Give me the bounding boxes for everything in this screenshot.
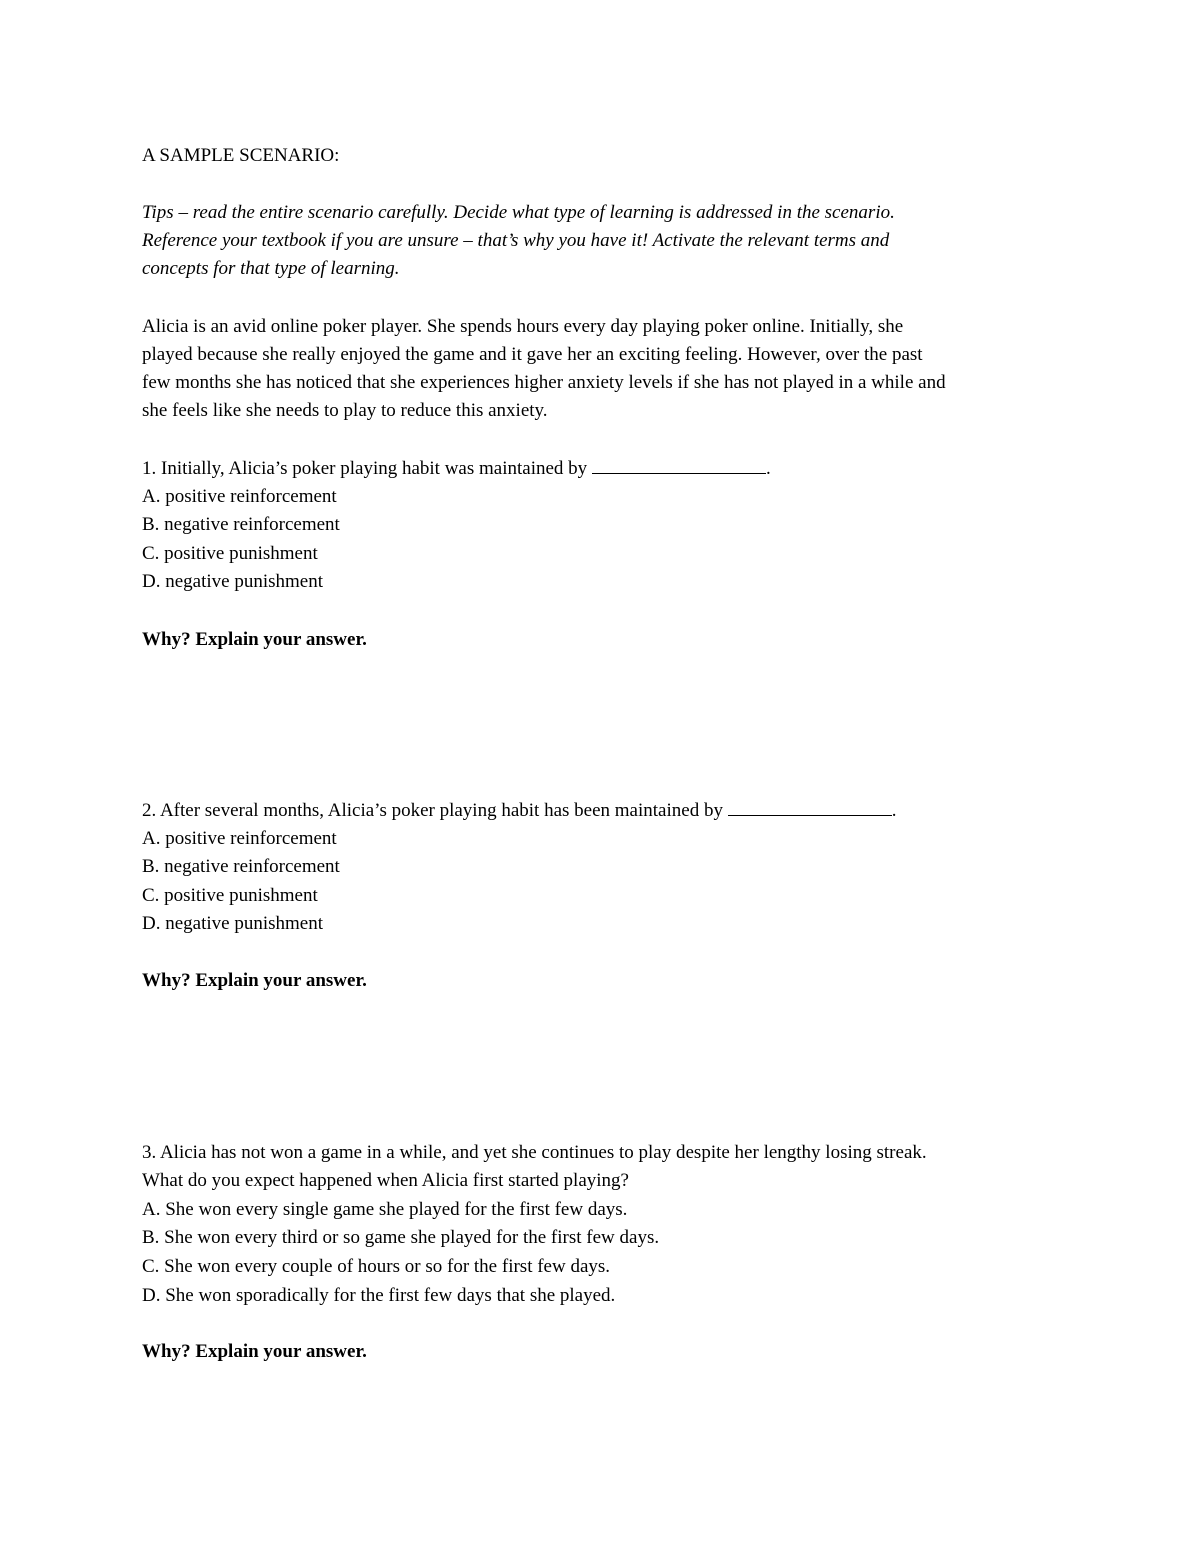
question-2-answer-blank <box>728 799 892 816</box>
scenario-line-1: Alicia is an avid online poker player. She spends hours every day playing poker online. Initially, she <box>142 316 904 337</box>
question-1-stem-text: 1. Initially, Alicia’s poker playing habit was maintained by <box>142 458 592 479</box>
question-1-stem <box>142 455 771 483</box>
question-2-stem <box>142 797 896 825</box>
question-2-option-c: C. positive punishment <box>142 885 318 906</box>
question-2-why: Why? Explain your answer. <box>142 970 367 991</box>
question-3-why: Why? Explain your answer. <box>142 1341 367 1362</box>
question-1-option-d: D. negative punishment <box>142 571 323 592</box>
question-3-stem-line-1: 3. Alicia has not won a game in a while, and yet she continues to play despite her lengthy losing streak. <box>142 1142 927 1163</box>
question-3-option-b: B. She won every third or so game she played for the first few days. <box>142 1227 660 1248</box>
question-2-stem-text: 2. After several months, Alicia’s poker playing habit has been maintained by <box>142 800 728 821</box>
question-1-option-b: B. negative reinforcement <box>142 514 340 535</box>
scenario-line-4: she feels like she needs to play to reduce this anxiety. <box>142 400 548 421</box>
question-3-stem-line-2: What do you expect happened when Alicia first started playing? <box>142 1170 629 1191</box>
question-2-option-d: D. negative punishment <box>142 913 323 934</box>
question-2-option-a: A. positive reinforcement <box>142 828 337 849</box>
question-2-option-b: B. negative reinforcement <box>142 856 340 877</box>
tips-line-3: concepts for that type of learning. <box>142 258 400 279</box>
document-heading: A SAMPLE SCENARIO: <box>142 145 340 166</box>
question-3-option-a: A. She won every single game she played for the first few days. <box>142 1199 628 1220</box>
question-1-why: Why? Explain your answer. <box>142 629 367 650</box>
question-3-option-d: D. She won sporadically for the first few days that she played. <box>142 1285 616 1306</box>
question-1-answer-blank <box>592 457 766 474</box>
tips-line-1: Tips – read the entire scenario carefully. Decide what type of learning is addressed in the scenario. <box>142 202 895 223</box>
question-3-option-c: C. She won every couple of hours or so for the first few days. <box>142 1256 611 1277</box>
question-1-option-a: A. positive reinforcement <box>142 486 337 507</box>
question-1-stem-suffix: . <box>765 458 771 479</box>
question-2-stem-suffix: . <box>891 800 897 821</box>
question-1-option-c: C. positive punishment <box>142 543 318 564</box>
tips-line-2: Reference your textbook if you are unsure – that’s why you have it! Activate the relevant terms and <box>142 230 890 251</box>
scenario-line-3: few months she has noticed that she experiences higher anxiety levels if she has not played in a while and <box>142 372 946 393</box>
scenario-line-2: played because she really enjoyed the game and it gave her an exciting feeling. However, over the past <box>142 344 923 365</box>
